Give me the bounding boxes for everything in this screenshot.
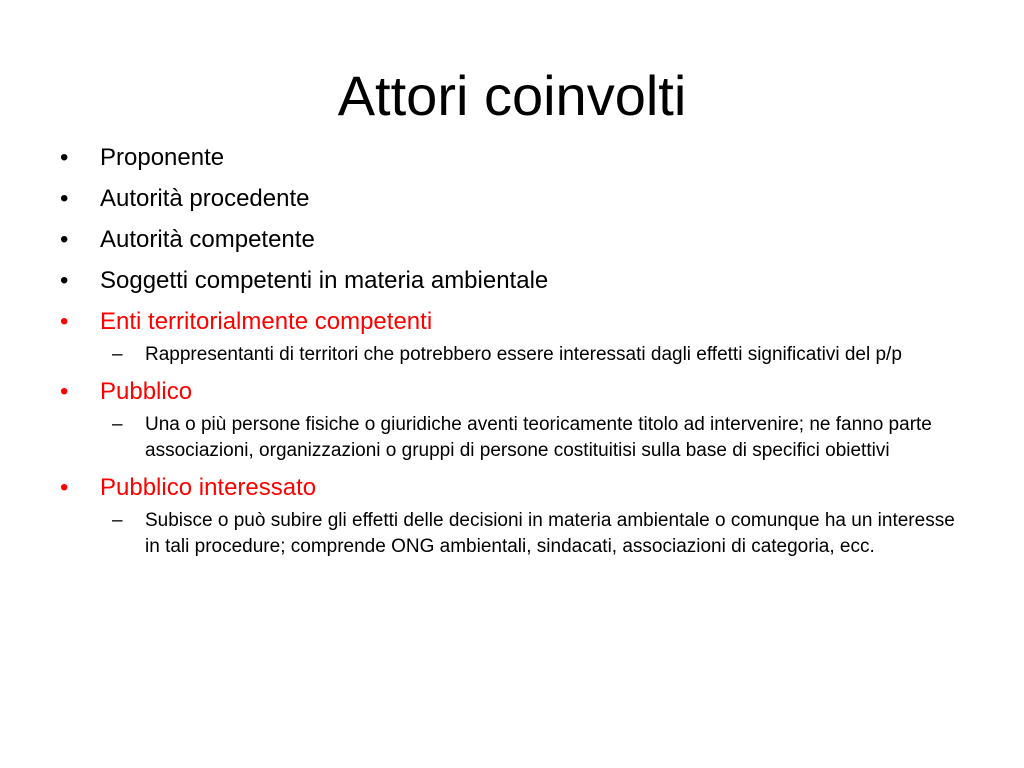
sub-marker: – <box>112 414 123 435</box>
bullet-text: Autorità procedente <box>100 185 310 212</box>
sub-item-enti-territoriali <box>60 342 970 368</box>
bullet-list <box>60 143 970 569</box>
bullet-marker: • <box>60 144 69 171</box>
bullet-item-pubblico <box>60 377 970 407</box>
bullet-item-autorita-procedente <box>60 184 970 214</box>
sub-marker: – <box>112 344 123 365</box>
bullet-item-soggetti-competenti <box>60 266 970 296</box>
bullet-text: Autorità competente <box>100 226 315 253</box>
bullet-text: Pubblico interessato <box>100 474 317 501</box>
sub-marker: – <box>112 510 123 531</box>
bullet-text: Soggetti competenti in materia ambientale <box>100 267 549 294</box>
bullet-item-pubblico-interessato <box>60 473 970 503</box>
sub-item-pubblico-interessato <box>60 508 970 560</box>
sub-text: Una o più persone fisiche o giuridiche aventi teoricamente titolo ad intervenire; ne fanno parte associazioni, organizzazioni o gruppi di persone costituitisi sulla base di specifici obiettivi <box>145 414 932 461</box>
bullet-text: Enti territorialmente competenti <box>100 308 433 335</box>
bullet-marker: • <box>60 226 69 253</box>
bullet-item-enti-territoriali <box>60 307 970 337</box>
bullet-item-proponente <box>60 143 970 173</box>
bullet-marker: • <box>60 474 69 501</box>
sub-text: Rappresentanti di territori che potrebbero essere interessati dagli effetti significativi del p/p <box>145 344 902 365</box>
bullet-text: Proponente <box>100 144 225 171</box>
sub-item-pubblico <box>60 412 970 464</box>
slide-title: Attori coinvolti <box>337 64 687 127</box>
bullet-marker: • <box>60 378 69 405</box>
bullet-item-autorita-competente <box>60 225 970 255</box>
bullet-marker: • <box>60 267 69 294</box>
bullet-text: Pubblico <box>100 378 193 405</box>
bullet-marker: • <box>60 308 69 335</box>
sub-text: Subisce o può subire gli effetti delle decisioni in materia ambientale o comunque ha un interesse in tali procedure; comprende ONG ambientali, sindacati, associazioni di categoria, ecc. <box>145 510 955 557</box>
bullet-marker: • <box>60 185 69 212</box>
